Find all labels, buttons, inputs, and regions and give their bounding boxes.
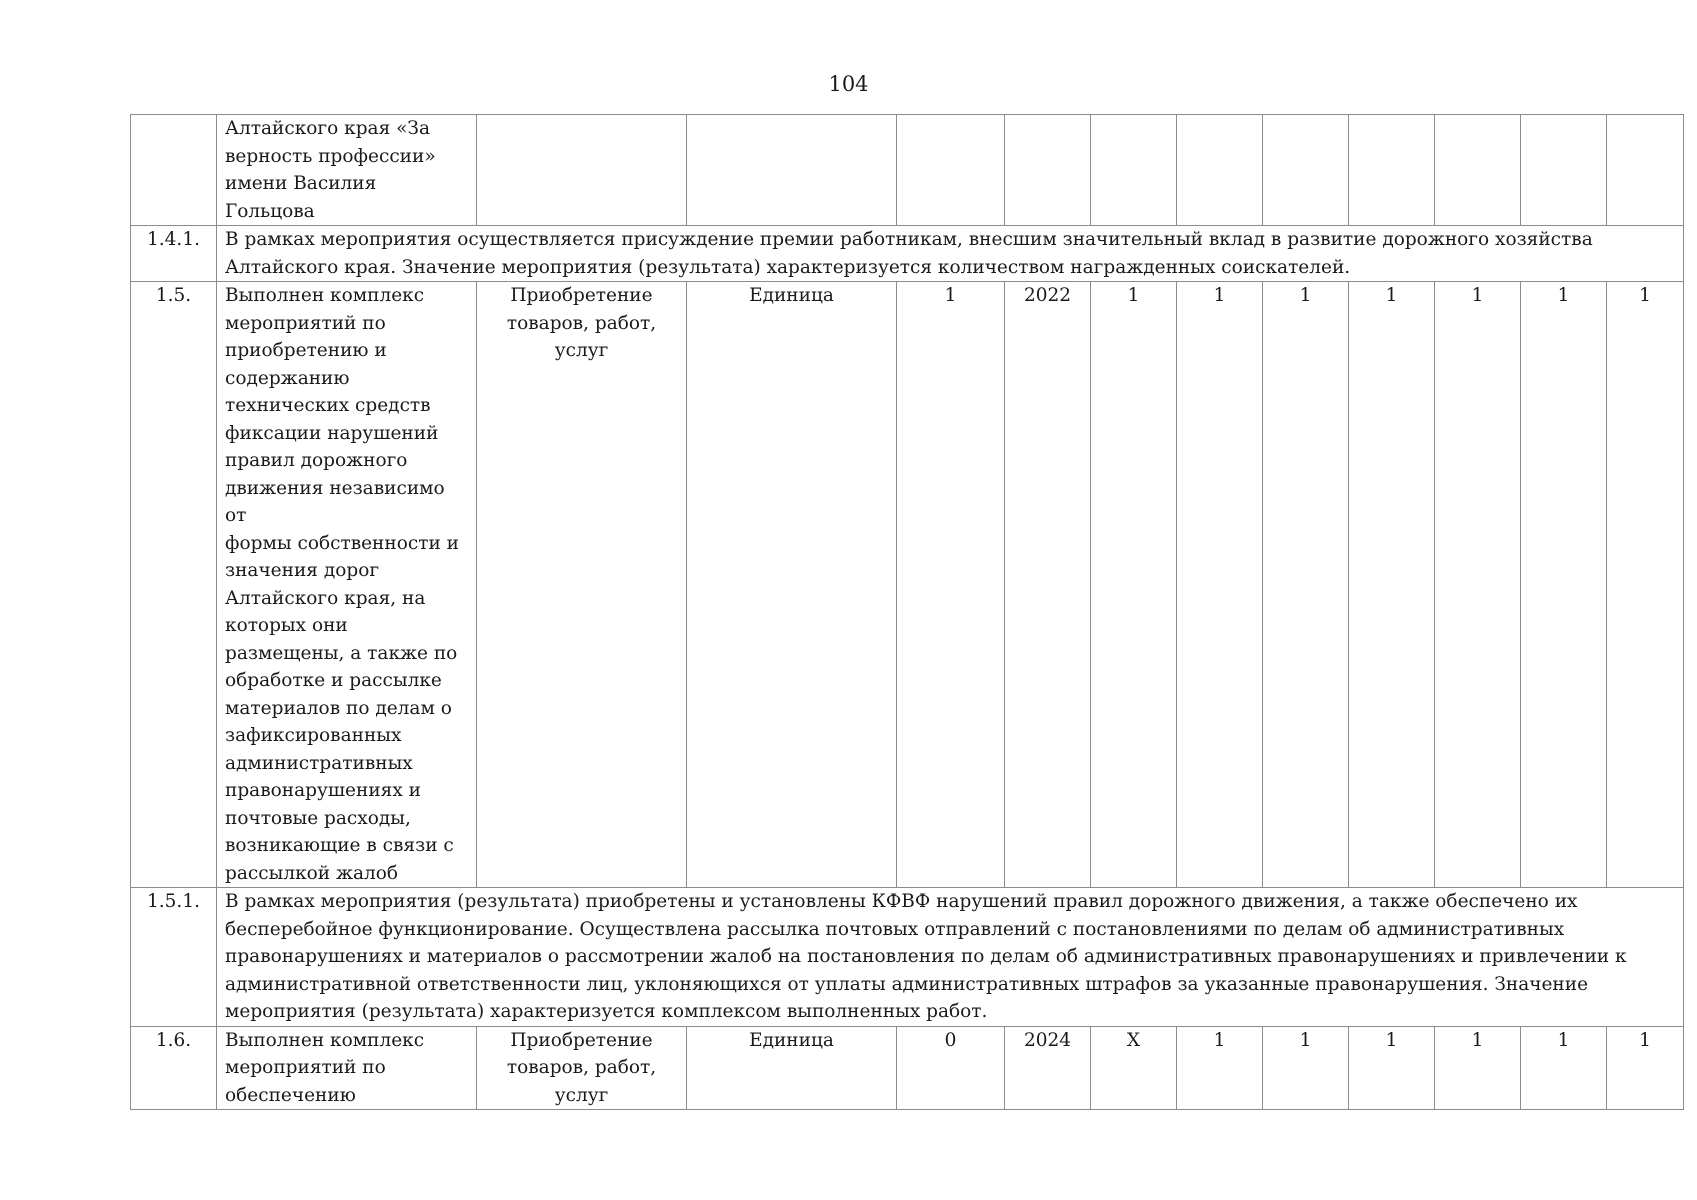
result-type-line: Приобретение (510, 1029, 653, 1051)
result-type-line: услуг (554, 340, 609, 361)
result-name-line: Алтайского края, на (225, 587, 426, 609)
result-name-line: материалов по делам о (225, 697, 452, 719)
result-name-line: содержанию (225, 367, 350, 389)
result-name-line: значения дорог (225, 560, 380, 581)
table-row (131, 1026, 1684, 1110)
year-value-cell: 1 (1607, 1026, 1684, 1110)
result-type-line: услуг (554, 1084, 609, 1106)
description-line: мероприятия (результата) характеризуется комплексом выполненных работ. (225, 1001, 988, 1022)
year-value-cell: 1 (1177, 282, 1263, 888)
result-name-line: Гольцова (225, 200, 315, 222)
table-row-description (131, 226, 1684, 282)
result-name-cell (217, 1026, 477, 1110)
result-name-line: обеспечению (225, 1084, 356, 1106)
result-name-cell (217, 115, 477, 226)
year-value-cell: 1 (1607, 282, 1684, 888)
result-name-line: возникающие в связи с (225, 835, 454, 856)
year-value-cell: Х (1091, 1026, 1177, 1110)
base-year-cell: 2024 (1005, 1026, 1091, 1110)
year-value-cell: 1 (1521, 1026, 1607, 1110)
result-name-line: зафиксированных (225, 725, 402, 746)
result-name-line: правил дорожного (225, 450, 408, 471)
row-number-cell: 1.5.1. (131, 888, 217, 1027)
result-name-line: имени Василия (225, 173, 377, 194)
result-name-line: Выполнен комплекс (225, 285, 425, 306)
row-number-cell: 1.6. (131, 1026, 217, 1110)
result-type-line: товаров, работ, (506, 1057, 657, 1078)
result-name-line: формы собственности и (225, 532, 459, 554)
unit-cell: Единица (687, 1026, 897, 1110)
description-line: административной ответственности лиц, уклоняющихся от уплаты административных штрафов за указанные правонарушения. Значение (225, 973, 1589, 995)
base-year-cell (1005, 115, 1091, 226)
result-type-cell (477, 115, 687, 226)
result-name-line: мероприятий по (225, 1057, 386, 1078)
year-value-cell: 1 (1263, 282, 1349, 888)
result-type-cell (477, 282, 687, 888)
result-name-line: административных (225, 752, 413, 774)
result-name-line: размещены, а также по (225, 642, 458, 664)
year-value-cell: 1 (1349, 1026, 1435, 1110)
year-value-cell: 1 (1435, 282, 1521, 888)
year-value-cell: 1 (1521, 282, 1607, 888)
row-number-cell (131, 115, 217, 226)
unit-cell: Единица (687, 282, 897, 888)
description-line: бесперебойное функционирование. Осуществлена рассылка почтовых отправлений с постановлениями по делам об административных (225, 918, 1565, 940)
year-value-cell (1177, 115, 1263, 226)
year-value-cell: 1 (1349, 282, 1435, 888)
result-type-line: Приобретение (510, 285, 653, 306)
base-year-cell: 2022 (1005, 282, 1091, 888)
unit-cell (687, 115, 897, 226)
year-value-cell: 1 (1091, 282, 1177, 888)
result-name-line: фиксации нарушений (225, 422, 439, 444)
table-row-description (131, 888, 1684, 1027)
result-name-line: технических средств (225, 395, 431, 416)
result-name-line: приобретению и (225, 340, 387, 361)
table-row (131, 282, 1684, 888)
description-cell (217, 888, 1684, 1027)
year-value-cell: 1 (1263, 1026, 1349, 1110)
result-name-line: верность профессии» (225, 145, 436, 167)
result-name-line: Алтайского края «За (225, 118, 430, 139)
description-line: правонарушениях и материалов о рассмотрении жалоб на постановления по делам об административных правонарушениях и привлечении к (225, 946, 1627, 967)
result-type-line: товаров, работ, (506, 312, 657, 334)
result-type-cell (477, 1026, 687, 1110)
year-value-cell (1349, 115, 1435, 226)
indicators-table (130, 114, 1684, 1110)
result-name-line: почтовые расходы, (225, 807, 411, 829)
year-value-cell: 1 (1177, 1026, 1263, 1110)
row-number-cell: 1.5. (131, 282, 217, 888)
result-name-line: Выполнен комплекс (225, 1029, 425, 1051)
description-line: В рамках мероприятия (результата) приобретены и установлены КФВФ нарушений правил дорожного движения, а также обеспечено их (225, 891, 1578, 912)
page-number: 104 (828, 72, 869, 96)
result-name-line: обработке и рассылке (225, 670, 442, 691)
result-name-line: мероприятий по (225, 312, 386, 334)
base-value-cell: 1 (897, 282, 1005, 888)
result-name-cell (217, 282, 477, 888)
result-name-line: правонарушениях и (225, 780, 421, 801)
year-value-cell (1263, 115, 1349, 226)
result-name-line: которых они (225, 615, 348, 636)
result-name-line: движения независимо от (225, 477, 445, 526)
year-value-cell (1091, 115, 1177, 226)
table-row-continuation (131, 115, 1684, 226)
result-name-line: рассылкой жалоб (225, 862, 399, 884)
year-value-cell (1521, 115, 1607, 226)
description-cell: В рамках мероприятия осуществляется присуждение премии работникам, внесшим значительный вклад в развитие дорожного хозяйства Алтайского края. Значение мероприятия (результата) характеризуется количеством награжденных соискателей. (217, 226, 1684, 282)
year-value-cell (1435, 115, 1521, 226)
base-value-cell (897, 115, 1005, 226)
row-number-cell: 1.4.1. (131, 226, 217, 282)
base-value-cell: 0 (897, 1026, 1005, 1110)
year-value-cell (1607, 115, 1684, 226)
year-value-cell: 1 (1435, 1026, 1521, 1110)
